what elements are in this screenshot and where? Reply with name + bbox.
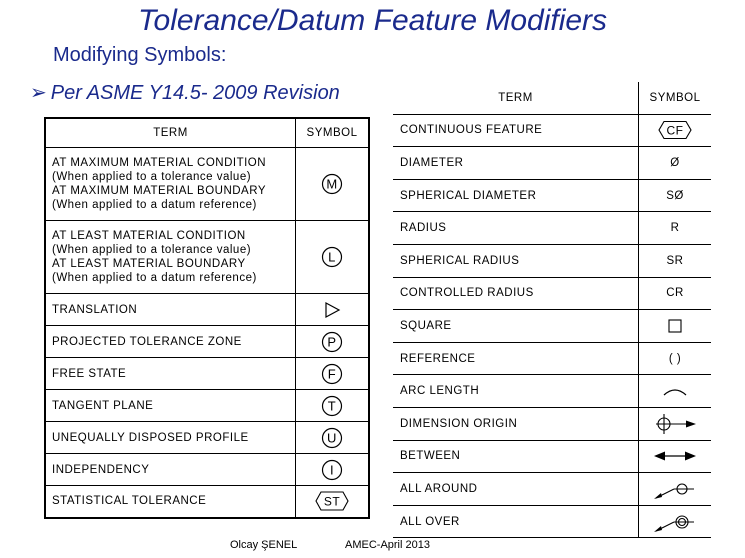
symbol-cell: SR xyxy=(639,244,712,277)
circled-letter-icon xyxy=(321,459,343,481)
footer-author: Olcay ŞENEL xyxy=(230,539,298,551)
term-cell: PROJECTED TOLERANCE ZONE xyxy=(45,326,296,358)
table-row xyxy=(45,294,369,326)
hexagon-label-icon xyxy=(658,120,692,140)
symbol-letter: M xyxy=(326,176,338,192)
all-over-icon xyxy=(652,510,698,534)
footer-organization: AMEC-April 2013 xyxy=(345,539,430,551)
term-cell: SQUARE xyxy=(393,310,639,343)
symbol-cell: CR xyxy=(639,277,712,310)
table-row xyxy=(45,221,369,294)
double-arrow-icon xyxy=(652,448,698,464)
symbol-letter: U xyxy=(327,430,337,445)
bullet-item xyxy=(30,80,340,105)
table-row xyxy=(393,473,711,506)
table-row xyxy=(393,179,711,212)
table-row xyxy=(393,277,711,310)
symbol-cell: SØ xyxy=(639,179,712,212)
symbol-cell xyxy=(296,221,370,294)
symbol-cell: Ø xyxy=(639,147,712,180)
symbol-cell xyxy=(639,375,712,408)
table-row xyxy=(45,486,369,518)
table-row xyxy=(393,114,711,147)
term-line: AT LEAST MATERIAL BOUNDARY xyxy=(52,258,246,270)
symbol-cell xyxy=(639,407,712,440)
table-row xyxy=(45,326,369,358)
table-row xyxy=(393,342,711,375)
column-header-symbol: SYMBOL xyxy=(296,118,370,148)
term-cell: BETWEEN xyxy=(393,440,639,473)
symbol-letter: P xyxy=(327,334,337,349)
table-row xyxy=(45,454,369,486)
circled-letter-icon xyxy=(321,395,343,417)
dimension-origin-icon xyxy=(652,412,698,436)
column-header-term: TERM xyxy=(393,82,639,114)
term-cell: TANGENT PLANE xyxy=(45,390,296,422)
table-row xyxy=(393,212,711,245)
term-line: (When applied to a tolerance value) xyxy=(52,171,252,183)
page-title: Tolerance/Datum Feature Modifiers xyxy=(137,4,608,37)
symbol-cell xyxy=(639,505,712,538)
term-line: (When applied to a datum reference) xyxy=(52,199,257,211)
symbol-cell xyxy=(296,326,370,358)
symbol-cell: R xyxy=(639,212,712,245)
term-line: AT MAXIMUM MATERIAL CONDITION xyxy=(52,157,267,169)
term-line: AT LEAST MATERIAL CONDITION xyxy=(52,230,246,242)
symbol-cell xyxy=(296,390,370,422)
symbol-letter: F xyxy=(327,366,337,381)
term-cell: UNEQUALLY DISPOSED PROFILE xyxy=(45,422,296,454)
symbol-cell xyxy=(639,440,712,473)
square-icon xyxy=(667,318,683,334)
symbol-cell xyxy=(296,422,370,454)
term-cell: ALL OVER xyxy=(393,505,639,538)
symbol-cell xyxy=(296,486,370,518)
symbol-cell xyxy=(296,294,370,326)
table-row xyxy=(393,407,711,440)
term-cell: TRANSLATION xyxy=(45,294,296,326)
page-subtitle: Modifying Symbols: xyxy=(53,44,227,66)
symbol-letter: ST xyxy=(323,494,341,509)
right-symbol-table xyxy=(393,82,711,538)
term-cell: SPHERICAL DIAMETER xyxy=(393,179,639,212)
term-cell xyxy=(45,148,296,221)
left-symbol-table xyxy=(44,117,370,519)
term-line: (When applied to a datum reference) xyxy=(52,272,257,284)
circled-letter-icon xyxy=(321,173,343,195)
table-row xyxy=(393,440,711,473)
table-row xyxy=(393,310,711,343)
circled-letter-icon xyxy=(321,246,343,268)
arrow-bullet-icon: ➢ xyxy=(30,82,47,104)
table-row xyxy=(393,244,711,277)
circled-letter-icon xyxy=(321,427,343,449)
term-cell: DIAMETER xyxy=(393,147,639,180)
term-cell: SPHERICAL RADIUS xyxy=(393,244,639,277)
term-cell: ARC LENGTH xyxy=(393,375,639,408)
term-cell: INDEPENDENCY xyxy=(45,454,296,486)
table-row xyxy=(393,147,711,180)
symbol-letter: T xyxy=(327,398,337,413)
column-header-symbol: SYMBOL xyxy=(639,82,712,114)
symbol-cell xyxy=(296,148,370,221)
triangle-right-icon xyxy=(322,301,342,319)
term-cell: RADIUS xyxy=(393,212,639,245)
table-row xyxy=(45,148,369,221)
table-row xyxy=(393,375,711,408)
symbol-cell xyxy=(639,114,712,147)
table-row xyxy=(45,358,369,390)
table-row xyxy=(393,505,711,538)
term-cell: DIMENSION ORIGIN xyxy=(393,407,639,440)
symbol-letter: L xyxy=(328,249,336,265)
table-row xyxy=(45,390,369,422)
circled-letter-icon xyxy=(321,363,343,385)
table-header-row xyxy=(45,118,369,148)
term-cell xyxy=(45,221,296,294)
symbol-cell xyxy=(296,454,370,486)
term-cell: CONTROLLED RADIUS xyxy=(393,277,639,310)
symbol-cell xyxy=(296,358,370,390)
bullet-text: Per ASME Y14.5- 2009 Revision xyxy=(50,82,340,104)
symbol-letter: CF xyxy=(666,123,684,138)
table-header-row xyxy=(393,82,711,114)
term-line: (When applied to a tolerance value) xyxy=(52,244,252,256)
term-cell: REFERENCE xyxy=(393,342,639,375)
arc-icon xyxy=(660,384,690,398)
table-row xyxy=(45,422,369,454)
hexagon-label-icon xyxy=(315,490,349,512)
term-cell: ALL AROUND xyxy=(393,473,639,506)
column-header-term: TERM xyxy=(45,118,296,148)
term-line: AT MAXIMUM MATERIAL BOUNDARY xyxy=(52,185,266,197)
symbol-cell xyxy=(639,310,712,343)
circled-letter-icon xyxy=(321,331,343,353)
symbol-letter: I xyxy=(329,462,335,477)
all-around-icon xyxy=(652,477,698,501)
term-cell: STATISTICAL TOLERANCE xyxy=(45,486,296,518)
symbol-cell xyxy=(639,473,712,506)
term-cell: FREE STATE xyxy=(45,358,296,390)
symbol-cell: ( ) xyxy=(639,342,712,375)
term-cell: CONTINUOUS FEATURE xyxy=(393,114,639,147)
